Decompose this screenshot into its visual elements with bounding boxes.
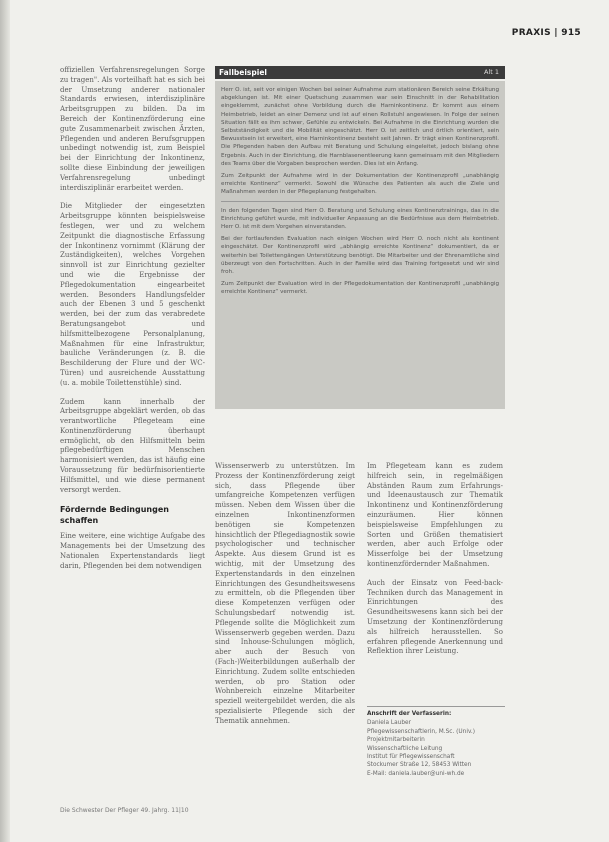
author-address [367, 710, 505, 778]
paragraph: Im Pflegeteam kann es zudem hilfreich sein, in regelmäßigen Abständen Raum zum Erfahrungs- und Ideenaustausch zur Thematik Inkontinenz und Kontinenzförderung einzuräumen. Hier können beispielsweise Empfehlungen zu Sorten und Größen thematisiert werden, aber auch Erfolge oder Misserfolge bei der Umsetzung kontinenzfördernder Maßnahmen. [367, 462, 503, 568]
paragraph: Eine weitere, eine wichtige Aufgabe des Managements bei der Umsetzung des Nationalen Expertenstandards liegt darin, Pflegenden bei dem notwendigen [60, 532, 205, 570]
address-line: Daniela Lauber [367, 720, 411, 727]
paragraph: Herr O. ist, seit vor einigen Wochen bei seiner Aufnahme zum stationären Bereich seine Erkältung abgeklungen ist. Mit einer Quetschung zusammen war sein Einschnitt in der Rehabilitation eingeklemmt, zunächst ohne Vorbildung durch die Harninkontinenz. Er kommt aus einem Heimbetrieb, leidet an einer Demenz und ist auf einen Rollstuhl angewiesen. In Folge der seinen Situation fällt es ihm schwer, Gefühle zu entwickeln. Bei Aufnahme in die Einrichtung wurden die Selbstständigkeit und die Mobilität eingeschätzt. Herr O. ist zeitlich und örtlich orientiert, sein Bewusstsein ist erweitert, eine Harninkontinenz besteht seit Jahren. Er trägt einen Kontinenzprofil. Die Pflegenden haben den Aufbau mit Beratung und Schulung eingeleitet, jedoch bislang ohne Ergebnis. Auch in der Einrichtung, die Harnblasenentleerung kann gemeinsam mit den Mitgliedern des Teams über die Vorgaben besprochen werden. Dies ist ein Anfang. [221, 87, 499, 167]
page-footer: Die Schwester Der Pfleger 49. Jahrg. 11|10 [60, 807, 189, 814]
case-example-box [215, 81, 505, 409]
address-line: Institut für Pflegewissenschaft [367, 754, 455, 761]
divider [221, 201, 499, 202]
column-right [367, 462, 503, 666]
column-middle [215, 462, 355, 736]
paragraph: Die Mitglieder der eingesetzten Arbeitsgruppe könnten beispielsweise festlegen, wer und zu welchem Zeitpunkt die diagnostische Erfassung der Inkontinenz vornimmt (Klärung der Zuständigkeiten), welches Vorgehen sinnvoll ist zur Einrichtung gezielter und wie die Ergebnisse der Pflegedokumentation eingearbeitet werden. Besonders Handlungsfelder auch der Ebenen 3 und 5 geschenkt werden, bei der zum das verabredete Beratungsangebot und hilfsmittelbezogene Personalplanung, Maßnahmen für eine Infrastruktur, bauliche Veränderungen (z. B. die Beschilderung der Flure und der WC-Türen) und ausreichende Ausstattung (u. a. mobile Toilettenstühle) sind. [60, 202, 205, 387]
case-box-title: Fallbeispiel [219, 68, 267, 77]
paragraph: Auch der Einsatz von Feed-back-Techniken durch das Management in Einrichtungen des Gesundheitswesens kann sich bei der Umsetzung der Kontinenzförderung als hilfreich herausstellen. So erfahren pflegende Anerkennung und Reflektion ihrer Leistung. [367, 578, 503, 656]
case-box-tag: Alt 1 [483, 68, 499, 76]
paragraph: Zum Zeitpunkt der Aufnahme wird in der Dokumentation der Kontinenzprofil „unabhängig erreichte Kontinenz“ vermerkt. Sowohl die Wünsche des Patienten als auch die Ziele und Maßnahmen werden in der Pflegeplanung festgehalten. [221, 173, 499, 196]
address-line: Stockumer Straße 12, 58453 Witten [367, 762, 472, 769]
address-line: Projektmitarbeiterin [367, 737, 425, 744]
column-left [60, 66, 205, 581]
paragraph: Zudem kann innerhalb der Arbeitsgruppe abgeklärt werden, ob das verantwortliche Pflegeteam eine Kontinenzförderung überhaupt ermöglicht, ob den Hilfsmitteln beim pflegebedürftigen Menschen harmonisiert werden, das ist häufig eine Voraussetzung für bedürfnisorientierte Hilfsmittel, und wie diese permanent versorgt werden. [60, 397, 205, 494]
divider [367, 706, 505, 707]
section-heading: Fördernde Bedingungen schaffen [60, 505, 169, 526]
paragraph: offiziellen Verfahrensregelungen Sorge zu tragen". Als vorteilhaft hat es sich bei der Umsetzung anderer nationaler Standards erwiesen, interdisziplinäre Arbeitsgruppen zu bilden. Da im Bereich der Kontinenzförderung eine gute Zusammenarbeit zwischen Ärzten, Pflegenden und anderen Berufsgruppen unbedingt notwendig ist, zum Beispiel bei der Einrichtung der Inkontinenz, sollte diese Einbindung der jeweiligen Verfahrensregelung unbedingt interdisziplinär erarbeitet werden. [60, 66, 205, 192]
case-box-header [215, 66, 505, 79]
page-header: PRAXIS | 915 [511, 28, 581, 38]
paragraph: Wissenserwerb zu unterstützen. Im Prozess der Kontinenzförderung zeigt sich, dass Pflegende über umfangreiche Kompetenzen verfügen müssen. Neben dem Wissen über die einzelnen Inkontinenzformen benötigen sie Kompetenzen hinsichtlich der Pflegediagnostik sowie psychologischer und technischer Aspekte. Aus diesem Grund ist es wichtig, mit der Umsetzung des Expertenstandards in den einzelnen Einrichtungen des Gesundheitswesens zu ermitteln, ob die Pflegenden über diese Kompetenzen verfügen oder Schulungsbedarf notwendig ist. Pflegende sollte die Möglichkeit zum Wissenserwerb gegeben werden. Dazu sind Inhouse-Schulungen möglich, aber auch der Besuch von (Fach-)Weiterbildungen außerhalb der Einrichtung. Zudem sollte entschieden werden, ob pro Station oder Wohnbereich einzelne Mitarbeiter speziell weitergebildet werden, die als spezialisierte Pflegende sich der Thematik annehmen. [215, 462, 355, 725]
address-line: Wissenschaftliche Leitung [367, 745, 443, 752]
paragraph: Bei der fortlaufenden Evaluation nach einigen Wochen wird Herr O. noch nicht als kontinent eingeschätzt. Der Kontinenzprofil wird „abhängig erreichte Kontinenz“ dokumentiert, da er weiterhin bei Toilettengängen Unterstützung benötigt. Die Mitarbeiter und der Ehrenamtliche sind überzeugt von den Fortschritten. Auch in der Familie wird das Training fortgesetzt und wir sind froh. [221, 236, 499, 276]
page-spine-shadow [0, 0, 10, 842]
address-line: Pflegewissenschaftlerin, M.Sc. (Univ.) [367, 728, 476, 735]
address-line: E-Mail: daniela.lauber@uni-wh.de [367, 770, 465, 777]
address-heading: Anschrift der Verfasserin: [367, 711, 452, 717]
paragraph: In den folgenden Tagen sind Herr O. Beratung und Schulung eines Kontinenztrainings, das in die Einrichtung geführt wurde, mit individueller Anpassung an die Bedürfnisse aus dem Heimbetrieb. Herr O. ist mit dem Vorgehen einverstanden. [221, 207, 499, 231]
paragraph: Zum Zeitpunkt der Evaluation wird in der Pflegedokumentation der Kontinenzprofil „unabhängig erreichte Kontinenz“ vermerkt. [221, 281, 499, 296]
